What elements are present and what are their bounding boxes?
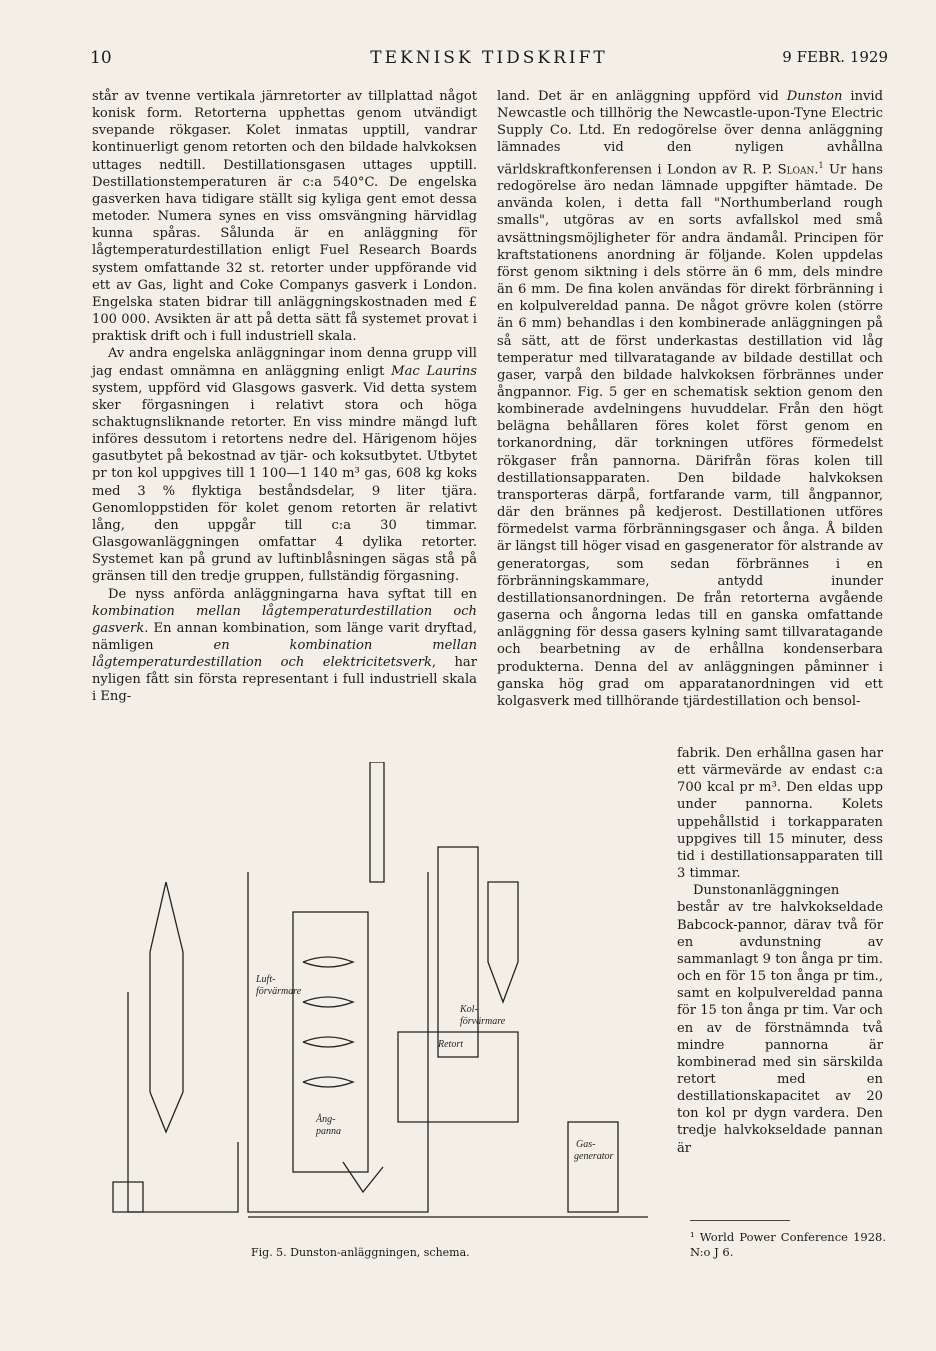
author-name: Sloan. (777, 161, 819, 177)
label-luft-1: Luft- (256, 974, 276, 985)
right-column-narrow (677, 745, 883, 1157)
label-gas-1: Gas- (576, 1139, 596, 1150)
label-ang-1: Ång- (316, 1114, 336, 1125)
footnote-divider (690, 1220, 790, 1221)
paragraph: står av tvenne vertikala järnretorter av tillplattad något konisk form. Retorterna upphettas genom utvändigt svepande rökgaser. Kolet inmatas upptill, vandrar kontinuerligt genom retorten och den bildade halvkoksen uttages nedtill. Destillationsgasen uttages upptill. Destillationstemperaturen är c:a 540°C. De engelska gasverken hava tidigare ställt sig kyliga gent emot dessa metoder. Numera synes en viss omsvängning härvidlag kunna spåras. Sålunda är en anläggning för lågtemperaturdestillation enligt Fuel Research Boards system omfattande 32 st. retorter under uppförande vid ett av Gas, light and Coke Companys gasverk i London. Engelska staten bidrar till anläggningskostnaden med £ 100 000. Avsikten är att på detta sätt få systemet provat i praktisk drift och i full industriell skala. (92, 89, 477, 345)
boiler-house (248, 872, 428, 1212)
figure-caption: Fig. 5. Dunston-anläggningen, schema. (251, 1246, 470, 1259)
page-header (90, 48, 888, 70)
emphasis: Mac Laurins (391, 363, 477, 379)
heat-coil (303, 997, 353, 1007)
label-kol-2: förvärmare (460, 1016, 506, 1027)
gas-generator (568, 1122, 618, 1212)
silo-hopper (150, 1092, 183, 1132)
page-number: 10 (90, 48, 112, 68)
right-column (497, 88, 883, 710)
conveyor (343, 1162, 383, 1192)
paragraph: fabrik. Den erhållna gasen har ett värmevärde av endast c:a 700 kcal pr m³. Den eldas upp under pannorna. Kolets uppehållstid i torkapparaten uppgives till 15 minuter, dess tid i destillationsapparaten till 3 timmar. (677, 746, 883, 882)
paragraph: De nyss anförda anläggningarna hava syftat till en kombination mellan lågtemperaturdestillation och gasverk. En annan kombination, som länge varit dryftad, nämligen en kombination mellan lågtemperaturdestillation och elektricitetsverk, har nyligen fått sin första representant i full industriell skala i Eng- (92, 586, 478, 705)
paragraph: land. Det är en anläggning uppförd vid Dunston invid Newcastle och tillhörig the Newcastle-upon-Tyne Electric Supply Co. Ltd. En redogörelse över denna anläggning lämnades vid den nyligen avhållna världskraftkonferensen i London av R. P. Sloan.$^1$ Ur hans redogörelse äro nedan lämnade uppgifter hämtade. De använda kolen, i detta fall "Northumberland rough smalls", utgöras av en sorts avfallskol med små avsättningsmöjligheter för andra ändamål. Principen för kraftstationens anordning är följande. Kolen uppdelas först genom siktning i dels större än 6 mm, dels mindre än 6 mm. De fina kolen användas för direkt förbränning i en kolpulvereldad panna. De något grövre kolen (större än 6 mm) behandlas i den kombinerade anläggningen på så sätt, att de först underkastas destillation vid låg temperatur med tillvaratagande av bildade destillat och gaser, varpå den bildade halvkoksen förbrännes under ångpannor. Fig. 5 ger en schematisk sektion genom den kombinerade avdelningens huvuddelar. Från den högt belägna behållaren föres kolet först genom en torkanordning, där torkningen utföres förmedelst rökgaser från pannorna. Därifrån föras kolen till destillationsapparaten. Den bildade halvkoksen transporteras därpå, fortfarande varm, till ångpannor, där den brännes på kedjerost. Destillationen utföres förmedelst varma förbränningsgaser och ånga. Å bilden är längst till höger visad en gasgenerator för alstrande av generatorgas, som sedan förbrännes i en förbränningskammare, antydd inunder destillationsanordningen. De från retorterna avgående gaserna och ångorna ledas till en ganska omfattande anläggning för dessa gasers kylning samt tillvaratagande och bearbetning av de erhållna kondenserbara produkterna. Denna del av anläggningen påminner i ganska hög grad om apparatanordningen vid ett kolgasverk med tillhörande tjärdestillation och bensol- (497, 89, 883, 709)
heat-coil (303, 957, 353, 967)
silo-top (150, 882, 183, 952)
left-column (92, 88, 477, 706)
plant-schematic-drawing (88, 762, 678, 1232)
chimney (370, 762, 384, 882)
paragraph: Dunstonanläggningen består av tre halvkokseldade Babcock-pannor, därav två för en avdunstning av sammanlagt 9 ton ånga pr tim. och en för 15 ton ånga pr tim., samt en kolpulvereldad panna för 15 ton ånga pr tim. Var och en av de förstnämnda två mindre pannorna är kombinerad med sin särskilda retort med en destillationskapacitet av 20 ton kol pr dygn vardera. Den tredje halvkokseldade pannan är (677, 883, 883, 1156)
heat-coil (303, 1037, 353, 1047)
paragraph: Av andra engelska anläggningar inom denna grupp vill jag endast omnämna en anläggning enligt Mac Laurins system, uppförd vid Glasgows gasverk. Vid detta system sker förgasningen i relativt stora och höga schaktugnsliknande retorter. En viss mindre mängd luft införes dessutom i retortens nedre del. Härigenom höjes gasutbytet på bekostnad av tjär- och koksutbytet. Utbytet pr ton kol uppgives till 1 100—1 140 m³ gas, 608 kg koks med 3 % flyktiga beståndsdelar, 9 liter tjära. Genomloppstiden för kolet genom retorten är relativt lång, den uppgår till c:a 30 timmar. Glasgowanläggningen omfattar 4 dylika retorter. Systemet kan på grund av luftinblåsningen sägas stå på gränsen till den tredje gruppen, fullständig förgasning. (92, 346, 477, 585)
label-luft-2: förvärmare (256, 986, 302, 997)
silo-walls (150, 952, 183, 1092)
issue-date: 9 FEBR. 1929 (782, 48, 888, 66)
figure-schematic (88, 762, 678, 1232)
label-ang-2: panna (316, 1126, 341, 1137)
label-retort: Retort (438, 1039, 463, 1050)
footnote-ref[interactable]: 1 (818, 160, 824, 170)
heat-coil (303, 1077, 353, 1087)
label-kol-1: Kol- (460, 1004, 478, 1015)
emphasis: kombination mellan lågtemperaturdestillation och gasverk (92, 603, 477, 636)
footnote: ¹ World Power Conference 1928. N:o J 6. (690, 1230, 886, 1259)
coal-bunker (488, 882, 518, 1002)
emphasis: en kombination mellan lågtemperaturdestillation och elektricitetsverk (92, 638, 478, 671)
emphasis: Dunston (786, 89, 843, 104)
journal-title: TEKNISK TIDSKRIFT (370, 48, 608, 68)
label-gas-2: generator (574, 1151, 614, 1162)
